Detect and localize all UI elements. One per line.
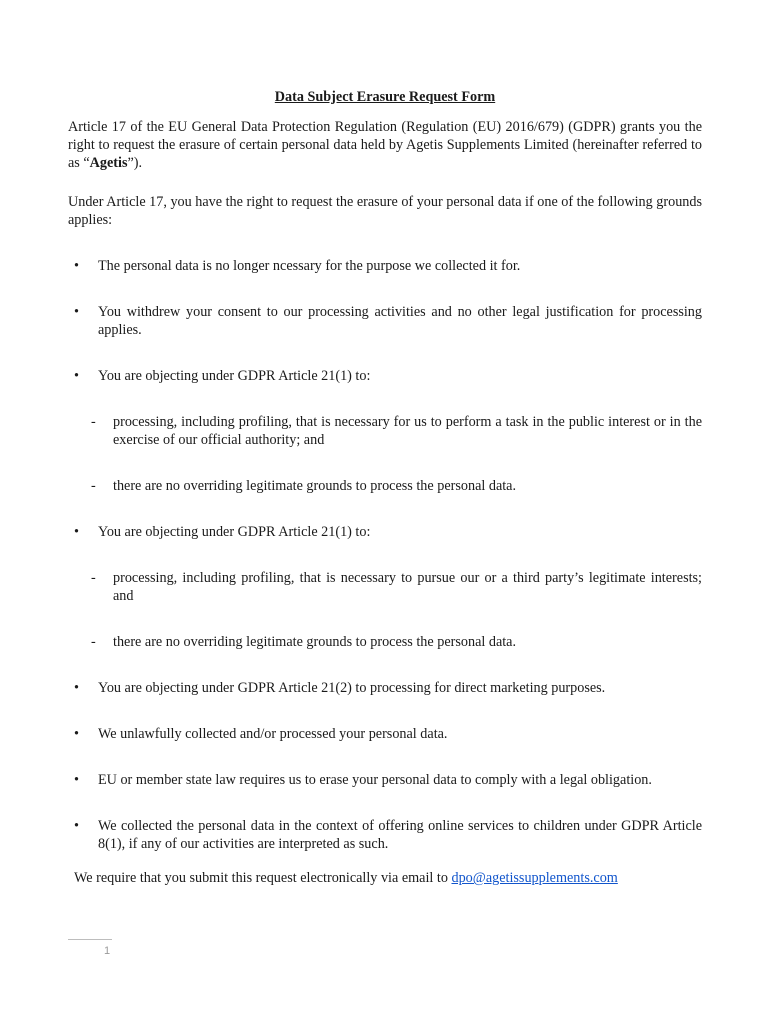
sub-list-item (68, 413, 702, 449)
bullet-mark: • (74, 772, 79, 788)
sub-list-item (68, 477, 702, 495)
grounds-intro-paragraph: Under Article 17, you have the right to request the erasure of your personal data if one of the following grounds applies: (68, 194, 702, 228)
dash-mark: - (91, 414, 96, 430)
submit-text: We require that you submit this request electronically via email to (74, 870, 452, 886)
intro-paragraph (68, 118, 702, 172)
list-item (68, 679, 702, 697)
list-item (68, 725, 702, 743)
sub-list-item-text: processing, including profiling, that is necessary for us to perform a task in the public interest or in the exercise of our official authority; and (113, 414, 702, 448)
list-item-text: We unlawfully collected and/or processed your personal data. (98, 726, 448, 742)
list-item-text: You are objecting under GDPR Article 21(1) to: (98, 368, 371, 384)
grounds-list (68, 257, 702, 853)
page-number: 1 (104, 945, 111, 957)
dash-mark: - (91, 570, 96, 586)
dash-mark: - (91, 478, 96, 494)
document-page (68, 88, 702, 887)
submit-instructions (68, 869, 702, 887)
list-item-text: EU or member state law requires us to erase your personal data to comply with a legal obligation. (98, 772, 652, 788)
sub-list-item (68, 569, 702, 605)
bullet-mark: • (74, 818, 79, 834)
form-title: Data Subject Erasure Request Form (274, 89, 496, 105)
list-item-text: The personal data is no longer ncessary for the purpose we collected it for. (98, 258, 521, 274)
list-item (68, 523, 702, 541)
intro-text: Article 17 of the EU General Data Protection Regulation (Regulation (EU) 2016/679) (GDPR) grants you the right to request the erasure of certain personal data held by Agetis Supplements Limited (hereinafter referred to as “ (68, 119, 702, 171)
company-short-name: Agetis (89, 155, 128, 171)
list-item (68, 303, 702, 339)
bullet-mark: • (74, 258, 79, 274)
list-item (68, 771, 702, 789)
sub-list-item-text: there are no overriding legitimate grounds to process the personal data. (113, 634, 517, 650)
list-item (68, 257, 702, 275)
dash-mark: - (91, 634, 96, 650)
bullet-mark: • (74, 304, 79, 320)
dpo-email-link[interactable]: dpo@agetissupplements.com (451, 870, 618, 886)
list-item (68, 817, 702, 853)
list-item-text: You are objecting under GDPR Article 21(1) to: (98, 524, 371, 540)
sub-list-item-text: processing, including profiling, that is necessary to pursue our or a third party’s legitimate interests; and (113, 570, 702, 604)
bullet-mark: • (74, 368, 79, 384)
sub-list-item (68, 633, 702, 651)
bullet-mark: • (74, 524, 79, 540)
list-item-text: You withdrew your consent to our processing activities and no other legal justification for processing applies. (98, 304, 702, 338)
bullet-mark: • (74, 726, 79, 742)
bullet-mark: • (74, 680, 79, 696)
intro-text-end: ”). (127, 155, 143, 171)
list-item-text: You are objecting under GDPR Article 21(2) to processing for direct marketing purposes. (98, 680, 606, 696)
list-item-text: We collected the personal data in the context of offering online services to children under GDPR Article 8(1), if any of our activities are interpreted as such. (98, 818, 702, 852)
list-item (68, 367, 702, 385)
sub-list-item-text: there are no overriding legitimate grounds to process the personal data. (113, 478, 517, 494)
footer-divider (68, 939, 112, 940)
